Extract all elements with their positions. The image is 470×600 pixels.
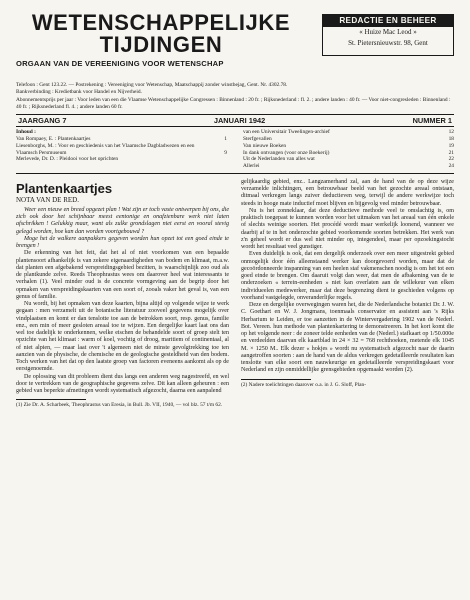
toc-entry-page: 19: [448, 142, 454, 149]
toc-entry-page: 9: [224, 149, 227, 156]
article-body: [16, 179, 454, 409]
toc-entry[interactable]: [243, 129, 454, 136]
toc-entry-page: 18: [448, 135, 454, 142]
article-intro: [16, 207, 229, 251]
toc-entry-title: Sterfgevallen: [243, 135, 272, 142]
redactie-house: « Huize Mac Leod »: [359, 28, 417, 36]
footnote: (2) Nadere toelichtingen daarover o.a. in J. G. Sloff, Plan-: [241, 381, 367, 388]
subscription-info: [16, 82, 454, 111]
article-paragraph: Nu wordt, bij het opmaken van deze kaarten, bijna altijd op volgende wijze te werk gegaan : men verzamelt uit de botanische literatuur zooveel gegevens mogelijk over vindplaatsen en komt er dan tenslotte toe aan de betrokken soort, resp. genus, familie enz., een min of meer gesloten areaal toe te wijzen. Een dergelijke kaart laat ons dan wel toe dadelijk te onderkennen, welke eischen de behandelde soort of groep stelt ten opzichte van het klimaat : warm of koel, vochtig of droog, maritiem of continentaal, al of niet alpien, — maar laat over 't algemeen niet de minste gevolgtrekking toe ten aanzien van de physische, de chemische en de geologische gesteldheid van den bodem. Toch werken van het dat op den laatste groep van factoren eveneens aankomt als op de eerstgenoemde.: [16, 301, 229, 373]
redactie-title: REDACTIE EN BEHEER: [323, 15, 453, 27]
info-bank: Bankverbinding : Kredietbank voor Handel en Nijverheid.: [16, 89, 142, 96]
footnote-divider: [16, 399, 86, 400]
masthead: [16, 10, 454, 78]
toc-entry-title: Allerlei: [243, 163, 260, 170]
toc-entry[interactable]: [16, 156, 227, 163]
issue-number: NUMMER 1: [412, 116, 452, 126]
title-line-2: TIJDINGEN: [99, 32, 223, 57]
intro-paragraph: Weer een nieuw en breed opgezet plan ! Wat zijn er toch vaste ontwerpen bij ons, die zich ook door het schijnbaar meest eentonige en onafzienbare werk niet laten afschrikken ! Gelukkig maar, want als zulke grondslagen niet eerst en vooral stevig gelegd worden, hoe kan dan worden voortgebouwd ?: [16, 206, 229, 235]
toc-entry-title: Liesenborghs, M. : Voor en geschiedenis van het Vlaamsche Dagbladwezen en een Vlaamsch Persmuseum: [16, 142, 195, 156]
article-paragraph: De oplossing van dit probleem dient dus langs een anderen weg nagestreefd, en wel door te vertrekken van de geographische gegevens zelve. Dit kan alleen geheuren : een gebied van beperkte afmetingen wordt systematisch afgezocht, daarna een aanpalend: [16, 373, 229, 395]
issue-bar: [16, 115, 454, 126]
publication-title: [16, 12, 306, 56]
divider: [16, 173, 454, 174]
table-of-contents: [16, 127, 454, 173]
toc-entry-page: 12: [448, 129, 454, 136]
toc-entry[interactable]: [243, 143, 454, 150]
toc-entry[interactable]: [243, 150, 454, 157]
footnote-divider: [241, 379, 311, 380]
article-right-column: [241, 179, 454, 409]
toc-entry[interactable]: [16, 136, 227, 143]
toc-entry-page: 24: [448, 163, 454, 170]
newspaper-page: [16, 10, 454, 590]
article-paragraph: Even duidelijk is ook, dat een dergelijk onderzoek over een meer uitgestrekt gebied onmogelijk door één alleenstaand werker kan doorgevoerd worden, maar dat de gecoördonneerde inspanning van een heelen staf vakmenschen noodig is om het tot een goed einde te brengen. Om daaruit volgt dan weer, dat men de afbakening van de te onderzoeken « terrein-eenheden » niet kan overlaten aan de willekeur van elken individueelen medewerker, maar dat deze begrenzing dient te geschieden volgens op voorhand vastgelegde, onveranderlijke regels.: [241, 251, 454, 301]
redactie-box: [322, 14, 454, 56]
article-title: Plantenkaartjes: [16, 180, 113, 196]
toc-entry-page: 22: [448, 156, 454, 163]
redactie-address: St. Pietersnieuwstr. 98, Gent: [348, 39, 428, 47]
toc-entry[interactable]: [243, 136, 454, 143]
toc-entry[interactable]: [243, 156, 454, 163]
article-left-column: [16, 179, 229, 409]
publication-subtitle: ORGAAN VAN DE VEREENIGING VOOR WETENSCHAP: [16, 59, 224, 68]
toc-left-column: [16, 129, 227, 170]
toc-entry-title: In dank ontvangen (voor onze Boekerij): [243, 149, 330, 156]
article-paragraph: De erkenning van het feit, dat het al of niet voorkomen van een bepaalde plantensoort afhankelijk is van zekere eigenaardigheden van bodem en klimaat, m.a.w. dat planten een afgebakend verspreidingsgebied bezitten, is waarschijnlijk zoo oud als de plantkunde zelve. Reeds Theophrastus wees om daarover heel wat interessants te verhalen (1). Veel minder oud is de concrete vormgeving aan de begrip door het opmaken van verspreidingskaarten van een soort of, zooals vaker het geval is, van een genus of familie.: [16, 250, 229, 300]
intro-paragraph: Moge het de walkere aanpakkers gegeven worden hun opzet tot een goed einde te brengen !: [16, 235, 229, 250]
toc-entry-title: Van nieuwe Boeken: [243, 142, 287, 149]
toc-entry-page: 1: [224, 135, 227, 142]
toc-entry[interactable]: [243, 163, 454, 170]
toc-entry-title: Van Rompaey, E. : Plantenkaartjes: [16, 135, 91, 142]
toc-entry-page: 21: [448, 149, 454, 156]
info-phone: Telefoon : Gent 123.22. — Postrekening : Vereeniging voor Wetenschap, Maatschappij zonder winstbejag, Gent. Nr. 4302.78.: [16, 82, 288, 88]
toc-heading: Inhoud :: [16, 129, 36, 136]
toc-entry-title: Merlevede, Dr. D. : Pleidooi voor het oprichten: [16, 156, 119, 163]
title-line-1: WETENSCHAPPELIJKE: [31, 10, 291, 35]
toc-entry-title: van een Universitair Tweelingen-archief: [243, 129, 330, 136]
toc-right-column: [243, 129, 454, 170]
toc-entry-title: Uit de Nederlanden van alles wat: [243, 156, 315, 163]
article-paragraph: Nu is het zonneklaar, dat deze deductieve methode veel te omslachtig is, om praktisch toegepast te kunnen worden voor het uitmaken van het areaal van één enkele of slechts weinige soorten. Het procédé wordt maar werkelijk loonend, wanneer we daarbij af te in het onderzochte gebied voorkomende soorten betrekken. Het werk van z'n geheel wordt er dus wel niet minder op, integendeel, maar per opzoekingstocht wordt het resultaat veel gunstiger.: [241, 207, 454, 251]
article-author: NOTA VAN DE RED.: [16, 195, 79, 204]
issue-year: JAARGANG 7: [18, 116, 67, 126]
info-prices: Abonnementsprijs per jaar : Voor leden van een die Vlaamse Wetenschappelijke Congressen : Binnenland : 20 fr. ; Rijksnederland : fl. 2. ; andere landen : 40 fr. — Voor niet-congresleden : Binnenland : 40 fr. ; Rijksnederland fl. 4. ; andere landen 60 fr.: [16, 96, 451, 110]
toc-entry[interactable]: [16, 143, 227, 157]
footnote: (1) Zie Dr. A. Scharbeek, Theophrastus van Eresia, in Bull. Jb. VII, 1940, — vol blz. 57 t/m 62.: [16, 402, 223, 409]
article-paragraph: Deze en dergelijke overwegingen waren het, die de Nederlandsche botanici Dr. J. W. C. Goethart en W. J. Jongmans, toenmaals conservator en assistent aan 's Rijks Herbarium te Leiden, er toe aanzetten in de Wintervergadering 1902 van de Nederl. Bot. Vereen. hun methode van plantenkartering te demonstreeren. In het kort komt die op het volgende neer : de zoneer telde eenheden van de (Nederl.) stafkaart op 1/50.000e en verdeelden daarvan elk kaartblad in 24 × 32 = 768 rechthoeken, metende elk 1045 M. × 1250 M.. Elk dezer « hokjes » wordt nu systematisch afgezocht naar de daarin aangetroffen soorten : aan de hand van de aldus verkregen gedetailleerde resultaten kan tenslotte van elke soort een nauwkeurige en gedetailleerde verspreidingskaart voor Nederland en zijn onmiddellijke grensgebieden opgemaakt worden (2).: [241, 302, 454, 374]
article-paragraph: gelijkaardig gebied, enz.. Langzamerhand zal, aan de hand van de op deze wijze verzamelde inlichtingen, een betrouwbaar beeld van het gezochte areaal ontstaan, ditmaal verkregen langs zuiver deductieven weg, terwijl de andere werkwijze toch steeds in hooge mate inductief moet blijven en bijgevolg veel minder betrouwbaar.: [241, 178, 454, 207]
issue-month: JANUARI 1942: [213, 116, 266, 126]
